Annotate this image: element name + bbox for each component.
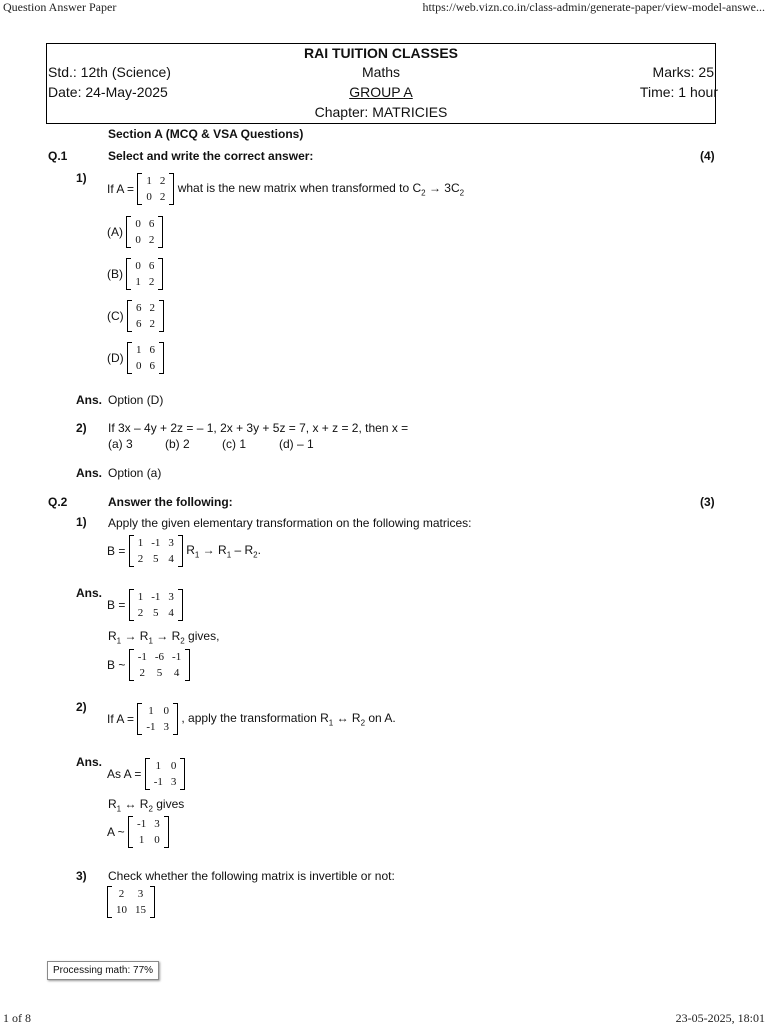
matrix-cell: -1 xyxy=(146,721,156,733)
matrix-row xyxy=(112,886,150,902)
answer-step: $R_1$ ↔ $R_2$ gives xyxy=(108,797,185,814)
question-matrix xyxy=(107,885,155,919)
option-d xyxy=(107,341,164,375)
matrix-cell: 0 xyxy=(135,218,141,230)
matrix-expression xyxy=(107,534,261,568)
transformation-text: $R_1 \to R_1 - R_2$. xyxy=(186,542,261,560)
matrix-right-bracket xyxy=(185,649,190,681)
matrix-cell: -1 xyxy=(153,776,163,788)
question-text: what is the new matrix when transformed to $C_2 \to 3C_2$ xyxy=(177,180,465,198)
matrix-grid xyxy=(134,535,178,567)
matrix-cell: 2 xyxy=(137,607,144,619)
matrix-cell: 1 xyxy=(137,537,144,549)
matrix xyxy=(127,299,164,333)
answer-matrix xyxy=(107,588,183,622)
answer-result xyxy=(107,648,190,682)
matrix xyxy=(127,341,164,375)
matrix-row xyxy=(133,816,164,832)
answer-step: $R_1 \to R_1 \to R_2$ gives, xyxy=(108,629,220,646)
option-label: (A) xyxy=(107,225,123,239)
matrix-right-bracket xyxy=(159,300,164,332)
matrix-cell: 2 xyxy=(118,888,125,900)
matrix-grid xyxy=(131,216,158,248)
matrix-right-bracket xyxy=(173,703,178,735)
page-title-header: Question Answer Paper xyxy=(3,0,117,14)
answer-label: Ans. xyxy=(76,393,103,407)
matrix-label: If A = xyxy=(107,712,135,726)
matrix-cell: 6 xyxy=(149,360,156,372)
matrix-grid xyxy=(133,816,164,848)
answer-label: Ans. xyxy=(76,755,103,769)
matrix-label: As A = xyxy=(107,767,142,781)
matrix-row xyxy=(131,258,158,274)
page-count-footer: 1 of 8 xyxy=(3,1011,31,1025)
chapter-label: Chapter: MATRICIES xyxy=(314,104,448,120)
matrix-cell: 1 xyxy=(136,344,142,356)
matrix-label: A ~ xyxy=(107,825,125,839)
matrix-cell: 0 xyxy=(135,260,141,272)
sub-question-text xyxy=(107,702,396,736)
matrix-row xyxy=(112,902,150,918)
matrix-right-bracket xyxy=(150,886,155,918)
matrix-cell: 2 xyxy=(159,191,166,203)
matrix-right-bracket xyxy=(169,173,174,205)
matrix-row xyxy=(142,173,169,189)
option-a xyxy=(107,215,163,249)
sub-question-text: Apply the given elementary transformation on the following matrices: xyxy=(108,516,472,530)
institute-name: RAI TUITION CLASSES xyxy=(303,45,458,61)
matrix-row xyxy=(134,649,186,665)
matrix-cell: 1 xyxy=(146,175,152,187)
matrix-grid xyxy=(142,173,169,205)
matrix-cell: 0 xyxy=(163,705,170,717)
matrix xyxy=(137,702,178,736)
matrix-cell: 3 xyxy=(170,776,177,788)
matrix-cell: 6 xyxy=(148,260,155,272)
matrix xyxy=(129,648,191,682)
matrix-grid xyxy=(132,342,159,374)
matrix-cell: 1 xyxy=(138,834,145,846)
matrix-row xyxy=(134,551,178,567)
matrix-right-bracket xyxy=(158,216,163,248)
matrix-cell: 6 xyxy=(136,318,142,330)
matrix xyxy=(129,534,183,568)
sub-question-number: 2) xyxy=(76,421,87,435)
matrix-row xyxy=(131,216,158,232)
matrix-right-bracket xyxy=(178,589,183,621)
datetime-footer: 23-05-2025, 18:01 xyxy=(675,1011,765,1025)
matrix-grid xyxy=(150,758,181,790)
matrix-row xyxy=(134,589,178,605)
option-label: (B) xyxy=(107,267,123,281)
answer-matrix xyxy=(107,757,185,791)
answer-label: Ans. xyxy=(76,466,103,480)
option-c: (c) 1 xyxy=(222,437,246,451)
matrix-cell: -1 xyxy=(172,651,182,663)
matrix-cell: -1 xyxy=(137,818,147,830)
matrix-grid xyxy=(131,258,158,290)
answer-result xyxy=(107,815,169,849)
matrix-row xyxy=(134,535,178,551)
matrix xyxy=(129,588,183,622)
matrix-cell: 5 xyxy=(153,607,159,619)
matrix-cell: 6 xyxy=(148,218,155,230)
matrix-cell: 2 xyxy=(149,302,156,314)
matrix-row xyxy=(150,758,181,774)
matrix-cell: 3 xyxy=(154,818,160,830)
matrix xyxy=(128,815,169,849)
section-title: Section A (MCQ & VSA Questions) xyxy=(108,127,304,141)
page-url-header: https://web.vizn.co.in/class-admin/generate-paper/view-model-answe... xyxy=(422,0,765,14)
matrix-cell: 2 xyxy=(159,175,166,187)
matrix-label: B = xyxy=(107,598,126,612)
matrix-grid xyxy=(134,649,186,681)
sub-question-text xyxy=(107,172,464,206)
matrix-right-bracket xyxy=(158,258,163,290)
matrix-cell: 6 xyxy=(136,302,142,314)
matrix-right-bracket xyxy=(178,535,183,567)
option-c xyxy=(107,299,164,333)
matrix-row xyxy=(150,774,181,790)
matrix-cell: 4 xyxy=(168,607,174,619)
matrix-cell: 0 xyxy=(146,191,152,203)
matrix-cell: 2 xyxy=(148,234,155,246)
matrix-row xyxy=(132,342,159,358)
date-label: Date: 24-May-2025 xyxy=(48,84,168,100)
matrix xyxy=(126,215,163,249)
matrix-right-bracket xyxy=(164,816,169,848)
matrix-row xyxy=(134,665,186,681)
time-label: Time: 1 hour xyxy=(639,84,718,100)
matrix-cell: -6 xyxy=(154,651,165,663)
matrix-row xyxy=(142,703,173,719)
matrix-cell: 2 xyxy=(137,553,144,565)
question-marks: (3) xyxy=(700,495,715,509)
sub-question-number: 3) xyxy=(76,869,87,883)
matrix-cell: -1 xyxy=(151,591,161,603)
matrix-cell: 1 xyxy=(148,705,154,717)
matrix-cell: 1 xyxy=(135,276,141,288)
matrix-cell: 5 xyxy=(156,667,163,679)
matrix-cell: 15 xyxy=(135,904,146,916)
matrix-cell: 0 xyxy=(136,360,142,372)
matrix xyxy=(107,885,155,919)
matrix-cell: 4 xyxy=(173,667,180,679)
matrix xyxy=(126,257,163,291)
matrix-cell: 3 xyxy=(163,721,170,733)
matrix-cell: 1 xyxy=(137,591,144,603)
matrix-grid xyxy=(134,589,178,621)
sub-question-number: 1) xyxy=(76,171,87,185)
option-label: (D) xyxy=(107,351,124,365)
matrix-cell: 0 xyxy=(135,234,141,246)
math-processing-status: Processing math: 77% xyxy=(47,961,159,980)
matrix-row xyxy=(132,300,159,316)
option-b: (b) 2 xyxy=(165,437,190,451)
matrix xyxy=(137,172,174,206)
matrix-cell: 4 xyxy=(168,553,174,565)
matrix-grid xyxy=(112,886,150,918)
matrix-grid xyxy=(132,300,159,332)
answer-label: Ans. xyxy=(76,586,103,600)
matrix-right-bracket xyxy=(159,342,164,374)
group-label: GROUP A xyxy=(349,84,413,100)
matrix-cell: 5 xyxy=(153,553,159,565)
option-b xyxy=(107,257,163,291)
question-title: Select and write the correct answer: xyxy=(108,149,314,163)
matrix-row xyxy=(131,232,158,248)
sub-question-number: 1) xyxy=(76,515,87,529)
question-number: Q.1 xyxy=(48,149,68,163)
matrix-grid xyxy=(142,703,173,735)
transformation-text: , apply the transformation $R_1$ ↔ $R_2$ on A. xyxy=(181,710,396,728)
matrix-cell: 2 xyxy=(139,667,146,679)
option-a: (a) 3 xyxy=(108,437,133,451)
matrix-row xyxy=(133,832,164,848)
matrix-cell: -1 xyxy=(151,537,161,549)
matrix-label: B ~ xyxy=(107,658,126,672)
standard-label: Std.: 12th (Science) xyxy=(48,64,171,80)
matrix-row xyxy=(134,605,178,621)
matrix-label: B = xyxy=(107,544,126,558)
sub-question-number: 2) xyxy=(76,700,87,714)
answer-text: Option (a) xyxy=(108,466,162,480)
matrix-cell: 10 xyxy=(116,904,127,916)
matrix-cell: 6 xyxy=(149,344,156,356)
matrix-row xyxy=(142,719,173,735)
option-label: (C) xyxy=(107,309,124,323)
question-number: Q.2 xyxy=(48,495,68,509)
matrix-row xyxy=(132,316,159,332)
matrix xyxy=(145,757,186,791)
sub-question-text: If 3x – 4y + 2z = – 1, 2x + 3y + 5z = 7, x + z = 2, then x = xyxy=(108,421,409,435)
marks-label: Marks: 25 xyxy=(652,64,714,80)
sub-question-text: Check whether the following matrix is invertible or not: xyxy=(108,869,395,883)
matrix-row xyxy=(142,189,169,205)
paper-header-box xyxy=(46,43,716,124)
matrix-cell: -1 xyxy=(137,651,147,663)
question-marks: (4) xyxy=(700,149,715,163)
subject-label: Maths xyxy=(361,64,401,80)
answer-text: Option (D) xyxy=(108,393,164,407)
matrix-right-bracket xyxy=(180,758,185,790)
matrix-cell: 0 xyxy=(170,760,177,772)
matrix-cell: 3 xyxy=(137,888,144,900)
matrix-cell: 2 xyxy=(149,318,156,330)
matrix-cell: 1 xyxy=(155,760,162,772)
matrix-row xyxy=(132,358,159,374)
option-d: (d) – 1 xyxy=(279,437,314,451)
matrix-cell: 3 xyxy=(168,591,174,603)
matrix-cell: 2 xyxy=(148,276,155,288)
matrix-label: If A = xyxy=(107,182,135,196)
matrix-cell: 3 xyxy=(168,537,174,549)
question-title: Answer the following: xyxy=(108,495,233,509)
matrix-cell: 0 xyxy=(154,834,160,846)
matrix-row xyxy=(131,274,158,290)
